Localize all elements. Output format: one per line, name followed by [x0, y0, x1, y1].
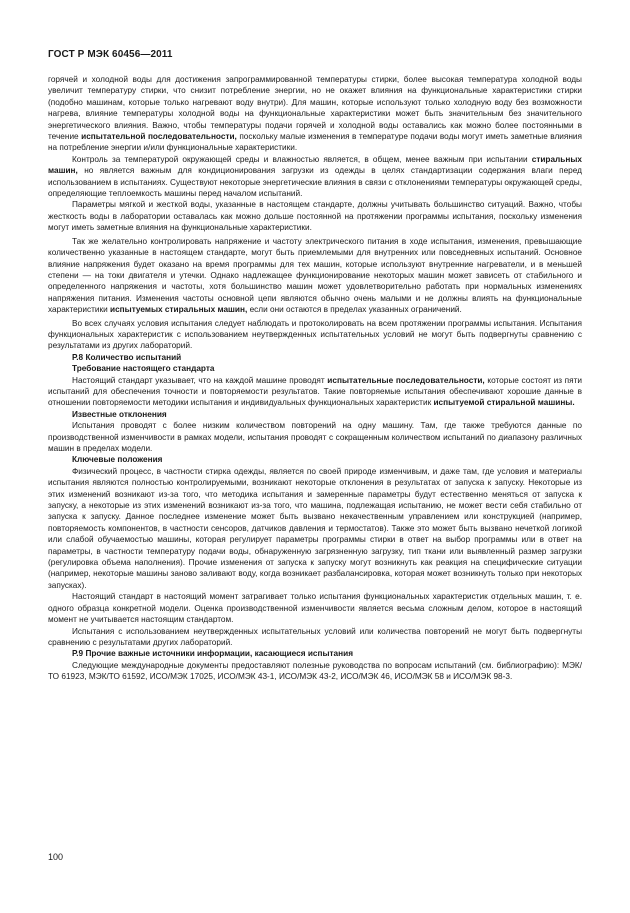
paragraph-text: Так же желательно контролировать напряжение и частоту электрического питания в ходе испытания, изменения, превышающие количественно указанные в настоящем стандарте, могут быть приемлемыми для внутренних или повседневных испытаний. Основное влияние напряжения будет оказано на время программы для тех машин, которые используют внутренние нагреватели, и в меньшей степени — на токи двигателя и утечки. Однако надлежащее функционирование некоторых машин может зависеть от стабильного и определенного напряжения и частоты, хотя большинство машин может удовлетворительно работать при нормальных изменениях напряжения питания. Изменения частоты основной цепи являются обычно очень малыми и не должны влиять на функциональные характеристики [48, 236, 582, 315]
paragraph-text: но является важным для кондиционирования загрузки из одежды в целях стандартизации содержания влаги перед использованием в испытаниях. Существуют некоторые энергетические влияния в связи с отклонениями температуры окружающей среды, определяющие теплоемкость машины перед началом испытаний. [48, 166, 582, 199]
page-header-standard: ГОСТ Р МЭК 60456—2011 [48, 49, 173, 60]
page-number: 100 [48, 852, 64, 862]
paragraph [48, 154, 582, 200]
paragraph [48, 375, 582, 409]
paragraph [48, 236, 582, 316]
section-heading: Р.8 Количество испытаний [72, 352, 182, 362]
paragraph-text: если они остаются в пределах указанных ограничений. [247, 305, 462, 315]
paragraph [48, 318, 582, 352]
section-heading: Р.9 Прочие важные источники информации, касающиеся испытания [72, 649, 354, 659]
paragraph-text: Настоящий стандарт в настоящий момент затрагивает только испытания функциональных характеристик отдельных машин, т. е. одного образца конкретной модели. Оценка производственной изменчивости является весьма сложным делом, которое в настоящий момент не учитывается настоящим стандартом. [48, 592, 582, 625]
paragraph-text: Физический процесс, в частности стирка одежды, является по своей природе изменчивым, и даже там, где условия и материалы испытания являются полностью контролируемыми, возникают некоторые отклонения в результатах от запуска к запуску. Некоторые из этих изменений возникают из-за того, что методика испытания и замеренные параметры будут естественно меняться от запуска к запуску, а некоторые из этих изменений возникают из-за того, что машина, подлежащая испытанию, не может вести себя стабильно от запуска к запуску. Данное последнее изменение может быть вызвано некачественным управлением или конструкцией (например, повторяемость компонентов, в частности сенсоров, датчиков давления и термостатов). Также это может быть вызвано нечеткой логикой или слабой обучаемостью машины, которая регулирует параметры программы стирки в ответ на выбор программы или в ответ на параметры, в частности температуру подачи воды, обнаруженную загрязненную загрузку, тип ткани или выявленный размер загрузки (регулировка объема наполнения). Прочие изменения от запуска к запуску могут возникнуть как реакция на специфические ситуации (например, некоторые машины заново заливают воду, когда возникает разбалансировка, которая может возникнуть только при некоторых запусках). [48, 466, 582, 590]
bold-term: испытательные последовательности, [327, 375, 485, 385]
paragraph-text: Испытания с использованием неутвержденных испытательных условий или количества повторений не могут быть подвергнуты сравнению с результатами других лабораторий. [48, 626, 582, 647]
paragraph [48, 626, 582, 649]
paragraph-text: горячей и холодной воды для достижения запрограммированной температуры стирки, более высокая температура холодной воды увеличит температуру стирки, что снизит потребление энергии, но не окажет влияния на функциональные характеристики стирки (подобно машинам, которые только нагревают воду внутри). Для машин, которые используют только холодную воду без возможности нагрева, влияние температуры холодной воды на функциональные характеристики может быть значительным без значительного энергетического влияния. Важно, чтобы температуры подачи горячей и холодной воды оставались как можно более постоянными в течение [48, 75, 582, 142]
bold-term: стиральных машин, [48, 154, 582, 176]
paragraph [48, 420, 582, 454]
paragraph-text: Испытания проводят с более низким количеством повторений на одну машину. Там, где также требуются данные по производственной изменчивости в рамках модели, испытания проводят с сокращенным количеством испытаний по диапазону различных машин в пределах модели. [48, 421, 582, 453]
bold-term: испытательной последовательности, [81, 132, 237, 142]
section-heading: Ключевые положения [72, 455, 163, 465]
paragraph [48, 466, 582, 591]
section-heading: Известные отклонения [72, 409, 167, 419]
paragraph [48, 74, 582, 154]
paragraph-text: Настоящий стандарт указывает, что на каждой машине проводят [72, 375, 328, 385]
paragraph-text: Параметры мягкой и жесткой воды, указанные в настоящем стандарте, должны учитывать большинство ситуаций. Важно, чтобы жесткость воды в лаборатории оставалась как можно дольше постоянной на протяжении программы испытания, поскольку изменения могут иметь заметные влияния на функциональные характеристики. [48, 200, 582, 233]
paragraph [48, 199, 582, 233]
bold-term: испытуемой стиральной машины. [433, 398, 575, 408]
paragraph-text: которые состоят из пяти испытаний для обеспечения точности и повторяемости результатов. Такие повторяемые испытания обеспечивают хорошие данные в отношении повторяемости методики испытания и индивидуальных функциональных характеристик [48, 375, 582, 408]
paragraph-text: Следующие международные документы предоставляют полезные руководства по вопросам испытаний (см. библиографию): МЭК/ТО 61923, МЭК/ТО 61592, ИСО/МЭК 17025, ИСО/МЭК 43-1, ИСО/МЭК 43-2, ИСО/МЭК 46, ИСО/МЭК 58 и ИСО/МЭК 98-3. [48, 660, 582, 682]
paragraph [48, 591, 582, 625]
paragraph [48, 660, 582, 683]
document-body [48, 74, 582, 683]
paragraph-text: поскольку малые изменения в температуре подачи воды могут иметь заметные влияния на потребление энергии и/или функциональные характеристики. [48, 132, 583, 153]
section-heading: Требование настоящего стандарта [72, 364, 215, 374]
bold-term: испытуемых стиральных машин, [110, 305, 248, 315]
paragraph-text: Контроль за температурой окружающей среды и влажностью является, в общем, менее важным при испытании [72, 154, 532, 164]
paragraph-text: Во всех случаях условия испытания следует наблюдать и протоколировать на всем протяжении программы испытания. Испытания функциональных характеристик с использованием неутвержденных испытательных условий не могут быть подвергнуты сравнению с результатами из других лабораторий. [48, 318, 582, 351]
